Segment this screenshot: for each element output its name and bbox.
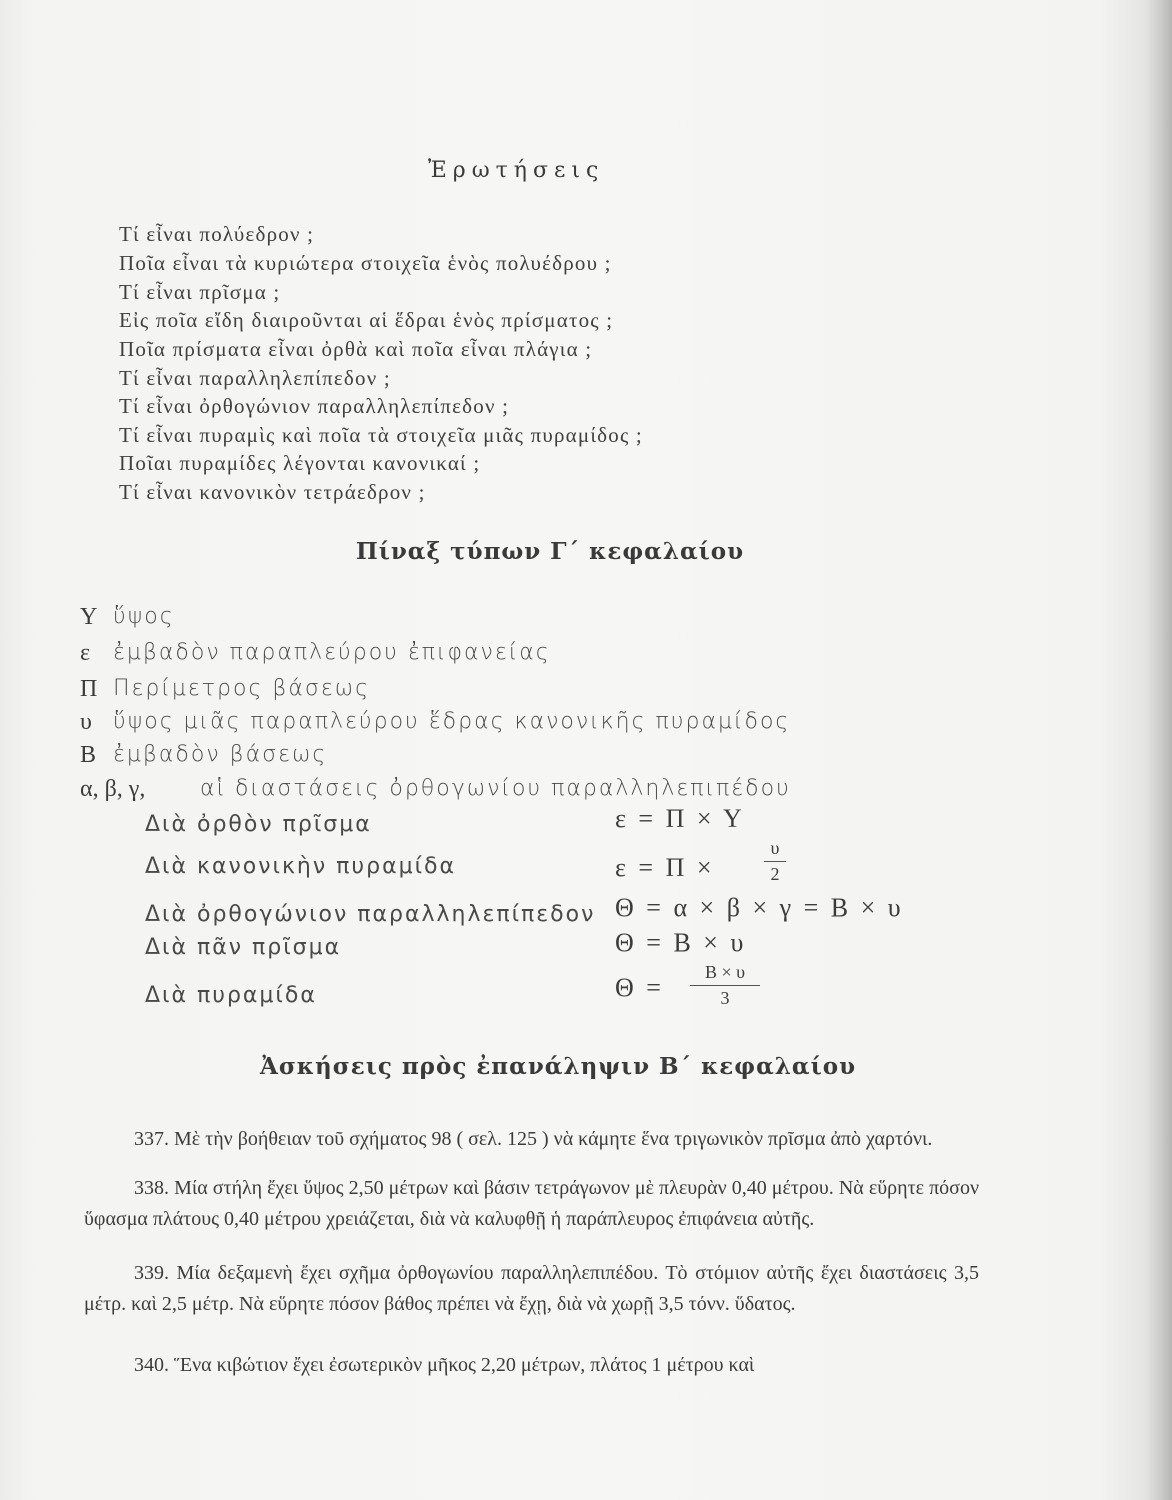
exercise-number: 340. (134, 1354, 169, 1376)
question-item: Τί εἶναι πολύεδρον ; (119, 222, 315, 246)
legend-symbol: Β (80, 742, 97, 768)
question-item: Ποῖαι πυραμίδες λέγονται κανονικαί ; (119, 451, 481, 475)
legend-text: ὕψος (113, 604, 175, 629)
questions-heading: Ἐρωτήσεις (428, 158, 605, 183)
legend-symbol: Π (80, 676, 98, 702)
legend-symbol: ε (80, 640, 91, 666)
legend-text: ἐμβαδὸν βάσεως (113, 742, 328, 767)
question-item: Τί εἶναι ὀρθογώνιον παραλληλεπίπεδον ; (119, 394, 510, 418)
formula-label: Διὰ πᾶν πρῖσμα (145, 935, 342, 960)
legend-text: ἐμβαδὸν παραπλεύρου ἐπιφανείας (113, 640, 551, 665)
legend-symbol: Υ (80, 604, 98, 630)
exercise-number: 339. (134, 1262, 169, 1284)
legend-text: Περίμετρος βάσεως (113, 676, 371, 701)
exercise-item (84, 1124, 979, 1155)
legend-symbol: α, β, γ, (80, 776, 146, 802)
page-edge-shadow (1144, 0, 1172, 1500)
exercise-number: 337. (134, 1128, 169, 1150)
fraction-bar (764, 861, 786, 862)
question-item: Τί εἶναι κανονικὸν τετράεδρον ; (119, 480, 426, 504)
fraction (690, 962, 760, 1009)
exercise-text: Μὲ τὴν βοήθειαν τοῦ σχήματος 98 ( σελ. 125 ) νὰ κάμητε ἕνα τριγωνικὸν πρῖσμα ἀπὸ χαρτόνι. (174, 1128, 933, 1150)
fraction-numerator: Β × υ (704, 962, 746, 982)
exercise-text: Ἕνα κιβώτιον ἔχει ἐσωτερικὸν μῆκος 2,20 μέτρων, πλάτος 1 μέτρου καὶ (174, 1354, 755, 1376)
formula-label: Διὰ ὀρθὸν πρῖσμα (145, 812, 372, 837)
formula-expression: ε = Π × (615, 853, 715, 882)
formula-expression: Θ = (615, 973, 664, 1002)
fraction-denominator: 2 (770, 864, 780, 884)
fraction-bar (690, 985, 760, 986)
exercise-text: Μία δεξαμενὴ ἔχει σχῆμα ὀρθογωνίου παραλληλεπιπέδου. Τὸ στόμιον αὐτῆς ἔχει διαστάσεις 3,5 μέτρ. καὶ 2,5 μέτρ. Νὰ εὕρητε πόσον βάθος πρέπει νὰ ἔχῃ, διὰ νὰ χωρῇ 3,5 τόνν. ὕδατος. (84, 1262, 980, 1315)
exercise-item (84, 1350, 979, 1381)
legend-symbol: υ (80, 709, 92, 735)
exercise-number: 338. (134, 1177, 169, 1199)
exercise-text: Μία στήλη ἔχει ὕψος 2,50 μέτρων καὶ βάσιν τετράγωνον μὲ πλευρὰν 0,40 μέτρου. Νὰ εὕρητε πόσον ὕφασμα πλάτους 0,40 μέτρου χρειάζεται, διὰ νὰ καλυφθῇ ἡ παράπλευρος ἐπιφάνεια αὐτῆς. (84, 1177, 980, 1230)
exercise-item (84, 1173, 979, 1235)
question-item: Ποῖα εἶναι τὰ κυριώτερα στοιχεῖα ἑνὸς πολυέδρου ; (119, 251, 612, 275)
formula-label: Διὰ κανονικὴν πυραμίδα (145, 854, 456, 879)
exercise-item (84, 1258, 979, 1320)
exercises-heading: Ἀσκήσεις πρὸς ἐπανάληψιν Β΄ κεφαλαίου (260, 1053, 857, 1080)
formula-expression: ε = Π × Υ (615, 804, 745, 833)
formula-label: Διὰ πυραμίδα (145, 983, 317, 1008)
question-item: Τί εἶναι πρῖσμα ; (119, 280, 281, 304)
fraction (764, 838, 786, 885)
question-item: Τί εἶναι πυραμὶς καὶ ποῖα τὰ στοιχεῖα μιᾶς πυραμίδος ; (119, 423, 643, 447)
question-item: Τί εἶναι παραλληλεπίπεδον ; (119, 366, 391, 390)
legend-text: ὕψος μιᾶς παραπλεύρου ἕδρας κανονικῆς πυραμίδος (113, 709, 791, 734)
formula-expression: Θ = Β × υ (615, 928, 747, 957)
fraction-denominator: 3 (720, 988, 730, 1008)
fraction-numerator: υ (770, 838, 780, 858)
formula-expression: Θ = α × β × γ = Β × υ (615, 893, 904, 922)
formula-label: Διὰ ὀρθογώνιον παραλληλεπίπεδον (145, 902, 596, 927)
legend-text: αἱ διαστάσεις ὀρθογωνίου παραλληλεπιπέδου (200, 776, 791, 801)
formulas-heading: Πίναξ τύπων Γ΄ κεφαλαίου (356, 538, 745, 565)
question-item: Ποῖα πρίσματα εἶναι ὀρθὰ καὶ ποῖα εἶναι πλάγια ; (119, 337, 593, 361)
question-item: Εἰς ποῖα εἴδη διαιροῦνται αἱ ἕδραι ἑνὸς πρίσματος ; (119, 308, 614, 332)
